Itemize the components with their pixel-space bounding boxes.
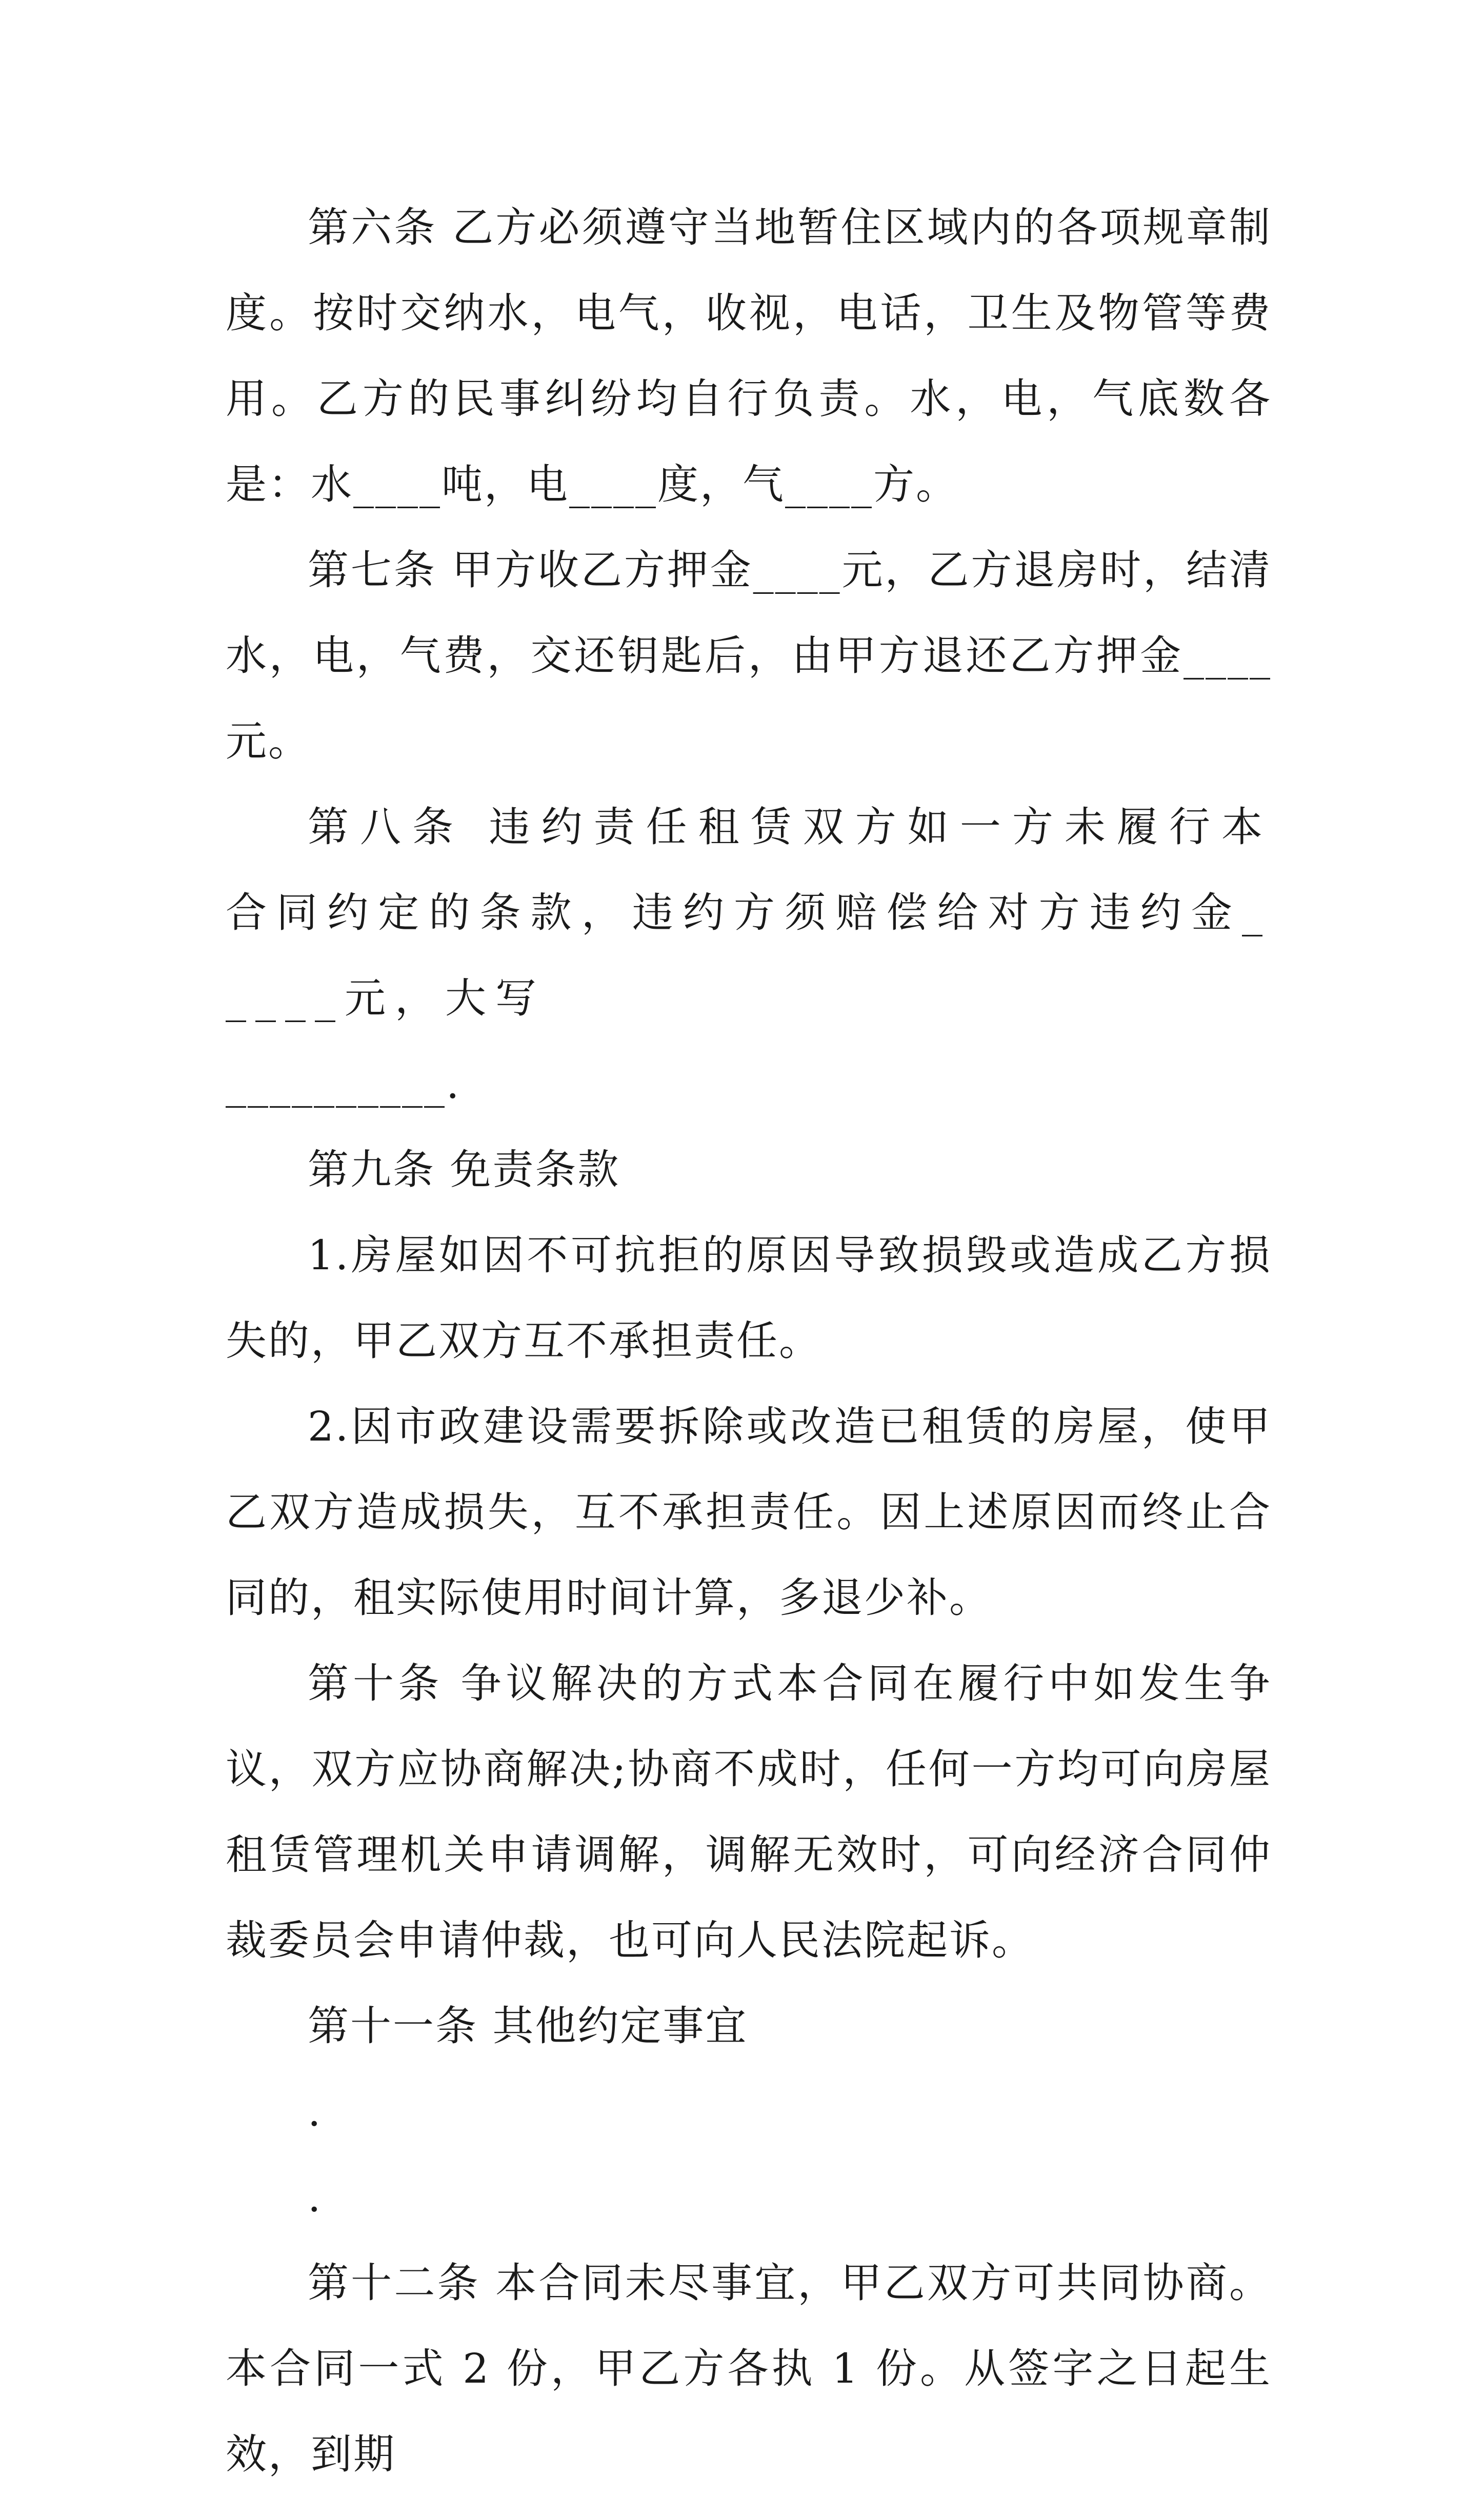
article-9-item-1: 1.房屋如因不可抗拒的原因导致损毁或造成乙方损失的，甲乙双方互不承担责任。 — [226, 1231, 1272, 1365]
article-9-heading: 第九条 免责条款 — [308, 1146, 620, 1193]
article-12: 第十二条 本合同未尽事宜，甲乙双方可共同协商。本合同一式 2 份，甲乙方各执 1 份。从签字之日起生效，到期 — [226, 2259, 1272, 2478]
article-11-line-1: . — [308, 2088, 323, 2135]
article-7: 第七条 甲方收乙方押金____元，乙方退房时，结清水，电，气费，交还钥匙后，由甲方退还乙方押金____元。 — [226, 546, 1272, 765]
article-8-amount-blank: __________. — [226, 1060, 461, 1108]
article-8: 第八条 违约责任租赁双方如一方未履行本合同约定的条款，违约方须赔偿给对方违约金_____元，大写 — [226, 803, 1272, 1022]
article-9-item-2: 2.因市政建设需要拆除或改造已租赁的房屋，使甲乙双方造成损失，互不承担责任。因上述原因而终止合同的，租实际使用时间计算，多退少补。 — [226, 1403, 1272, 1622]
document-body — [226, 185, 1272, 2497]
article-11-heading: 第十一条 其他约定事宜 — [308, 2002, 748, 2050]
article-6: 第六条 乙方必须遵守当地暂住区域内的各项规章制度。按时交纳水，电气，收视，电话，卫生及物管等费用。乙方的民事纠纷均自行负责。水，电，气底数各是：水____吨，电____度，气____方。 — [226, 204, 1272, 508]
article-11-line-2: . — [308, 2173, 323, 2221]
article-10: 第十条 争议解决的方式本合同在履行中如发生争议，双方应协商解决;协商不成时，任何一方均可向房屋租赁管理机关申请调解，调解无效时，可向经济合同仲裁委员会申请仲裁，也可向人民法院起诉。 — [226, 1660, 1272, 1964]
